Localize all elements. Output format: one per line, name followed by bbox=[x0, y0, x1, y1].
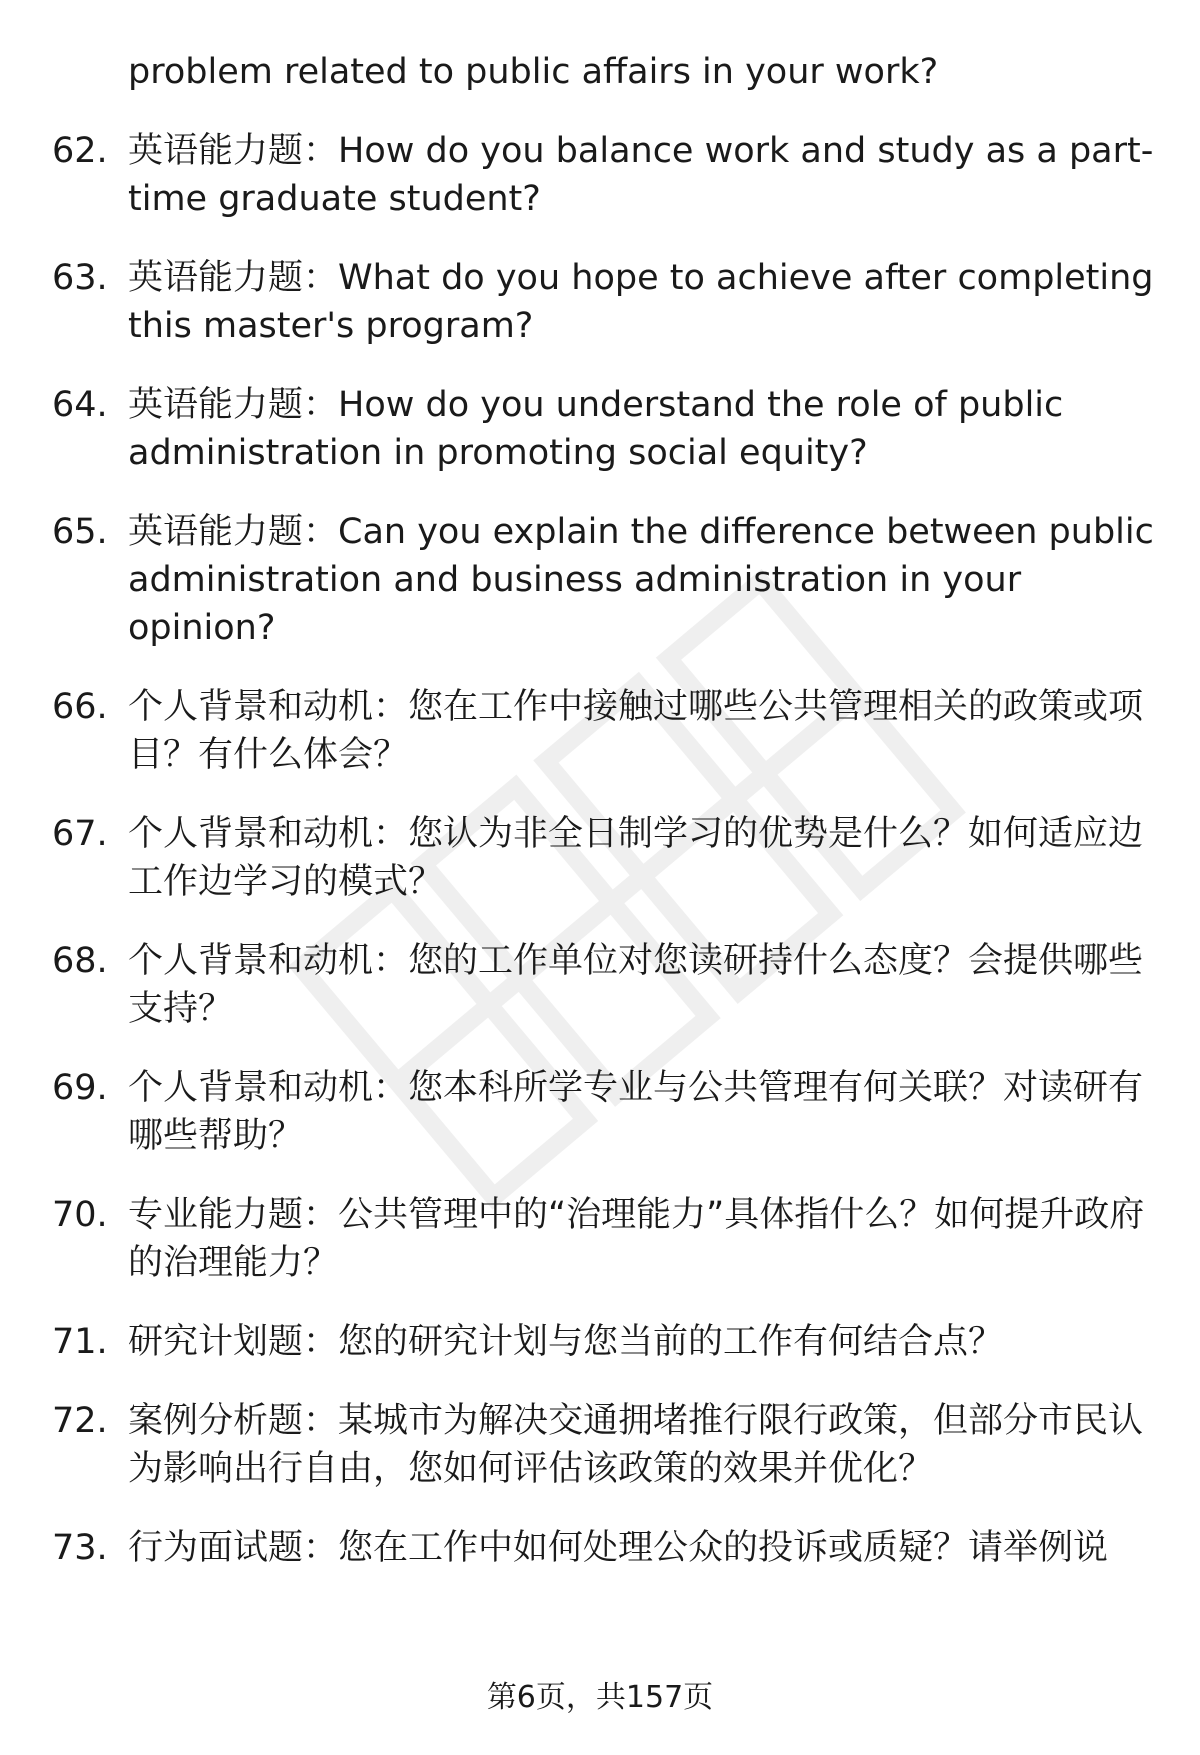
item-text: 个人背景和动机：您认为非全日制学习的优势是什么？如何适应边工作边学习的模式？ bbox=[128, 814, 1144, 902]
item-text: 英语能力题：How do you balance work and study as a part-time graduate student? bbox=[128, 131, 1154, 219]
list-item bbox=[0, 810, 1200, 906]
list-item bbox=[0, 937, 1200, 1033]
item-text: 个人背景和动机：您的工作单位对您读研持什么态度？会提供哪些支持？ bbox=[128, 941, 1144, 1029]
page-footer: 第6页，共157页 bbox=[486, 1680, 714, 1715]
item-number: 63. bbox=[52, 258, 108, 298]
item-text: 行为面试题：您在工作中如何处理公众的投诉或质疑？请举例说 bbox=[128, 1528, 1109, 1568]
continued-question-text: problem related to public affairs in your work? bbox=[128, 52, 939, 92]
list-item bbox=[0, 127, 1200, 223]
item-number: 71. bbox=[52, 1322, 108, 1362]
item-text: 英语能力题：Can you explain the difference between public administration and business administration in your opinion? bbox=[128, 512, 1154, 648]
item-text: 案例分析题：某城市为解决交通拥堵推行限行政策，但部分市民认为影响出行自由，您如何评估该政策的效果并优化？ bbox=[128, 1401, 1144, 1489]
item-number: 64. bbox=[52, 385, 108, 425]
item-text: 专业能力题：公共管理中的“治理能力”具体指什么？如何提升政府的治理能力？ bbox=[128, 1195, 1145, 1283]
item-number: 70. bbox=[52, 1195, 108, 1235]
item-text: 英语能力题：How do you understand the role of public administration in promoting social equity? bbox=[128, 385, 1064, 473]
list-item bbox=[0, 1397, 1200, 1493]
list-item bbox=[0, 683, 1200, 779]
list-item bbox=[0, 254, 1200, 350]
list-item bbox=[0, 1191, 1200, 1287]
question-list bbox=[0, 48, 1200, 1603]
item-number: 67. bbox=[52, 814, 108, 854]
item-number: 62. bbox=[52, 131, 108, 171]
item-text: 研究计划题：您的研究计划与您当前的工作有何结合点？ bbox=[128, 1322, 1004, 1362]
item-number: 73. bbox=[52, 1528, 108, 1568]
item-text: 英语能力题：What do you hope to achieve after completing this master's program? bbox=[128, 258, 1154, 346]
list-item bbox=[0, 1318, 1200, 1366]
list-item bbox=[0, 1064, 1200, 1160]
list-item bbox=[0, 381, 1200, 477]
item-number: 65. bbox=[52, 512, 108, 552]
item-number: 69. bbox=[52, 1068, 108, 1108]
item-number: 68. bbox=[52, 941, 108, 981]
item-text: 个人背景和动机：您本科所学专业与公共管理有何关联？对读研有哪些帮助？ bbox=[128, 1068, 1144, 1156]
list-item bbox=[0, 1524, 1200, 1572]
list-item bbox=[0, 508, 1200, 652]
item-text: 个人背景和动机：您在工作中接触过哪些公共管理相关的政策或项目？有什么体会？ bbox=[128, 687, 1144, 775]
item-number: 66. bbox=[52, 687, 108, 727]
item-number: 72. bbox=[52, 1401, 108, 1441]
